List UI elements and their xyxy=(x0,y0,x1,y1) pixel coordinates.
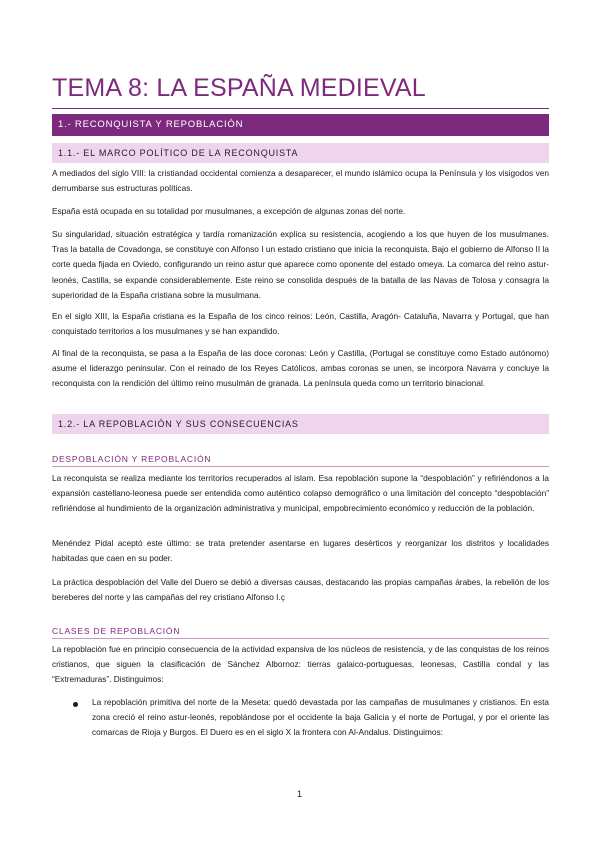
paragraph: La repoblación fue en principio consecuencia de la actividad expansiva de los núcleos de resistencia, y de las conquistas de los reinos cristianos, que siguen la clasificación de Sánchez Albornoz: tierras galaico-portuguesas, leonesas, Castilla condal y las “Extremaduras”. Distinguimos: xyxy=(52,644,549,685)
paragraph: En el siglo XIII, la España cristiana es la España de los cinco reinos: León, Castilla, Aragón- Cataluña, Navarra y Portugal, que han conquistado territorios a los musulmanes y se han expandido. xyxy=(52,311,549,337)
paragraph: Menéndez Pidal aceptó este último: se trata pretender asentarse en lugares desérticos y reorganizar los distritos y localidades habitadas que caen en su poder. xyxy=(52,538,549,564)
paragraph: A mediados del siglo VIII: la cristiandad occidental comienza a desaparecer, el mundo islámico ocupa la Península y los visigodos ven derrumbarse sus estructuras políticas. xyxy=(52,168,549,194)
paragraph: Su singularidad, situación estratégica y tardía romanización explica su resistencia, acogiendo a los que huyen de los musulmanes. Tras la batalla de Covadonga, se constituye con Alfonso I un estado cristiano que inicia la reconquista. Bajo el gobierno de Alfonso II la corte queda fijada en Oviedo, configurando un reino astur que aparece como oponente del estado omeya. La comarca del reino astur-leonés, Castilla, se expande considerablemente. Este reino se consolida después de la batalla de las Navas de Tolosa y consagra la superioridad de la España cristiana sobre la musulmana. xyxy=(52,229,549,300)
heading-rule xyxy=(52,638,549,639)
title-underline xyxy=(52,108,549,109)
list-item: La repoblación primitiva del norte de la Meseta: quedó devastada por las campañas de musulmanes y cristianos. En esta zona creció el reino astur-leonés, repoblándose por el occidente la baja Galicia y el norte de Portugal, y por el oriente las comarcas de Rioja y Burgos. El Duero es en el siglo X la frontera con Al-Andalus. Distinguimos: xyxy=(92,697,549,738)
section-heading-reconquista: 1.- RECONQUISTA Y REPOBLACIÓN xyxy=(52,114,549,136)
paragraph: La reconquista se realiza mediante los territorios recuperados al islam. Esa repoblación supone la “despoblación” y refiriéndonos a la expansión castellano-leonesa puede ser entendida como auténtico colapso demográfico o una limitación del concepto “despoblación” refiriéndose al hundimiento de la organización administrativa y municipal, empobrecimiento económico y reducción de la población. xyxy=(52,473,549,514)
page-number: 1 xyxy=(296,789,302,799)
bullet-icon xyxy=(73,702,78,707)
heading-clases-repoblacion: CLASES DE REPOBLACIÓN xyxy=(52,626,181,636)
document-title: TEMA 8: LA ESPAÑA MEDIEVAL xyxy=(52,74,426,102)
subsection-heading-marco-politico: 1.1.- EL MARCO POLÍTICO DE LA RECONQUISTA xyxy=(52,143,549,163)
heading-rule xyxy=(52,466,549,467)
paragraph: La práctica despoblación del Valle del Duero se debió a diversas causas, destacando las propias campañas árabes, la rebelión de los bereberes del norte y las campañas del rey cristiano Alfonso I.ç xyxy=(52,577,549,603)
paragraph: Al final de la reconquista, se pasa a la España de las doce coronas: León y Castilla, (Portugal se constituye como Estado autónomo) asume el liderazgo peninsular. Con el reinado de los Reyes Católicos, ambas coronas se unen, se incorpora Navarra y concluye la reconquista con la rendición del último reino musulmán de granada. La península queda como un territorio binacional. xyxy=(52,348,549,389)
subsection-heading-repoblacion: 1.2.- LA REPOBLACIÓN Y SUS CONSECUENCIAS xyxy=(52,414,549,434)
paragraph: España está ocupada en su totalidad por musulmanes, a excepción de algunas zonas del norte. xyxy=(52,206,406,216)
heading-despoblacion: DESPOBLACIÓN Y REPOBLACIÓN xyxy=(52,454,212,464)
